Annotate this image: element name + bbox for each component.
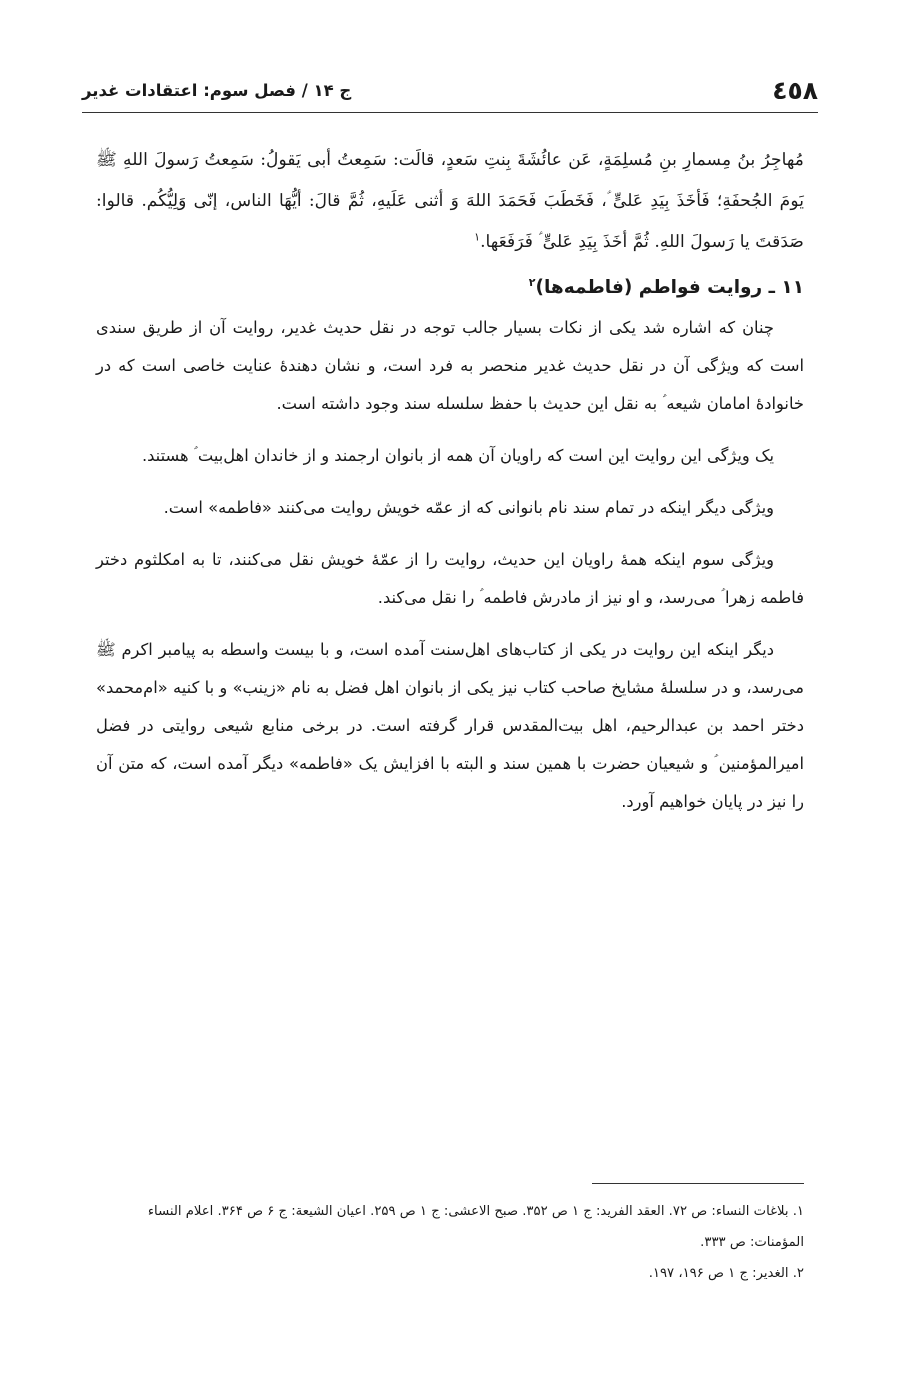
page-header [82, 66, 818, 106]
paragraph: ویژگی دیگر اینکه در تمام سند نام بانوانی که از عمّه خویش روایت می‌کنند «فاطمه» است. [163, 498, 774, 517]
running-head: ج ۱۴ / فصل سوم: اعتقادات غدیر [82, 81, 352, 100]
page-number: ٤٥٨ [772, 76, 818, 105]
arabic-hadith-passage [96, 140, 804, 263]
footnote-separator [592, 1183, 804, 1184]
footnote-ref-1: ۱ [474, 230, 481, 244]
paragraph: یک ویژگی این روایت این است که راویان آن همه از بانوان ارجمند و از خاندان اهل‌بیت ؑ هستند. [141, 446, 774, 465]
section-heading-text: ۱۱ ـ روایت فواطم (فاطمه‌ها) [535, 277, 804, 298]
paragraph: دیگر اینکه این روایت در یکی از کتاب‌های اهل‌سنت آمده است، و با بیست واسطه به پیامبر اکرم ﷺ می‌رسد، و در سلسلهٔ مشایخ صاحب کتاب نیز یکی از بانوان اهل فضل به نام «زینب» و با کنیه «ام‌محمد» دختر احمد بن عبدالرحیم، اهل بیت‌المقدس قرار گرفته است. در برخی منابع شیعی روایتی در فضل امیرالمؤمنین ؑ و شیعیان حضرت با همین سند و البته با افزایش یک «فاطمه» دیگر آمده است، که متن آن را نیز در پایان خواهیم آورد. [96, 640, 804, 811]
footnote-2: ۲. الغدیر: ج ۱ ص ۱۹۶، ۱۹۷. [648, 1266, 804, 1281]
paragraph: چنان که اشاره شد یکی از نکات بسیار جالب توجه در نقل حدیث غدیر، روایت آن از طریق سندی است که ویژگی آن در نقل حدیث غدیر منحصر به فرد است، و نشان دهندهٔ عنایت خاصی است که در خانوادهٔ امامان شیعه ؑ به نقل این حدیث با حفظ سلسله سند وجود داشته است. [96, 318, 804, 413]
header-rule [82, 112, 818, 113]
section-heading [96, 273, 804, 303]
footnote-1: ۱. بلاغات النساء: ص ۷۲. العقد الفرید: ج ۱ ص ۳۵۲. صبح الاعشی: ج ۱ ص ۲۵۹. اعیان الشیعة: ج ۶ ص ۳۶۴. اعلام النساء المؤمنات: ص ۳۳۳. [147, 1204, 804, 1250]
paragraph: ویژگی سوم اینکه همهٔ راویان این حدیث، روایت را از عمّهٔ خویش نقل می‌کنند، تا به امکلثوم دختر فاطمه زهرا ؑ می‌رسد، و او نیز از مادرش فاطمه ؑ را نقل می‌کند. [96, 550, 804, 607]
arabic-passage-text: مُهاجِرُ بنُ مِسمارِ بنِ مُسلِمَةٍ، عَن عائُشَةَ بِنتِ سَعدٍ، قالَت: سَمِعتُ أبی یَقولُ: سَمِعتُ رَسولَ اللهِ ﷺ یَومَ الجُحفَةِ؛ فَأخَذَ بِیَدِ عَلیٍّ ؑ، فَخَطَبَ فَحَمَدَ اللهَ وَ أثنی عَلَیهِ، ثُمَّ قالَ: أیُّهَا الناس، إنّی وَلِیُّکُم. قالوا: صَدَقتَ یا رَسولَ اللهِ. ثُمَّ أخَذَ بِیَدِ عَلیٍّ ؑ فَرَفَعَها. [96, 150, 804, 252]
footnotes [96, 1196, 804, 1289]
page-body [96, 140, 804, 835]
footnote-ref-2: ۲ [528, 275, 536, 289]
